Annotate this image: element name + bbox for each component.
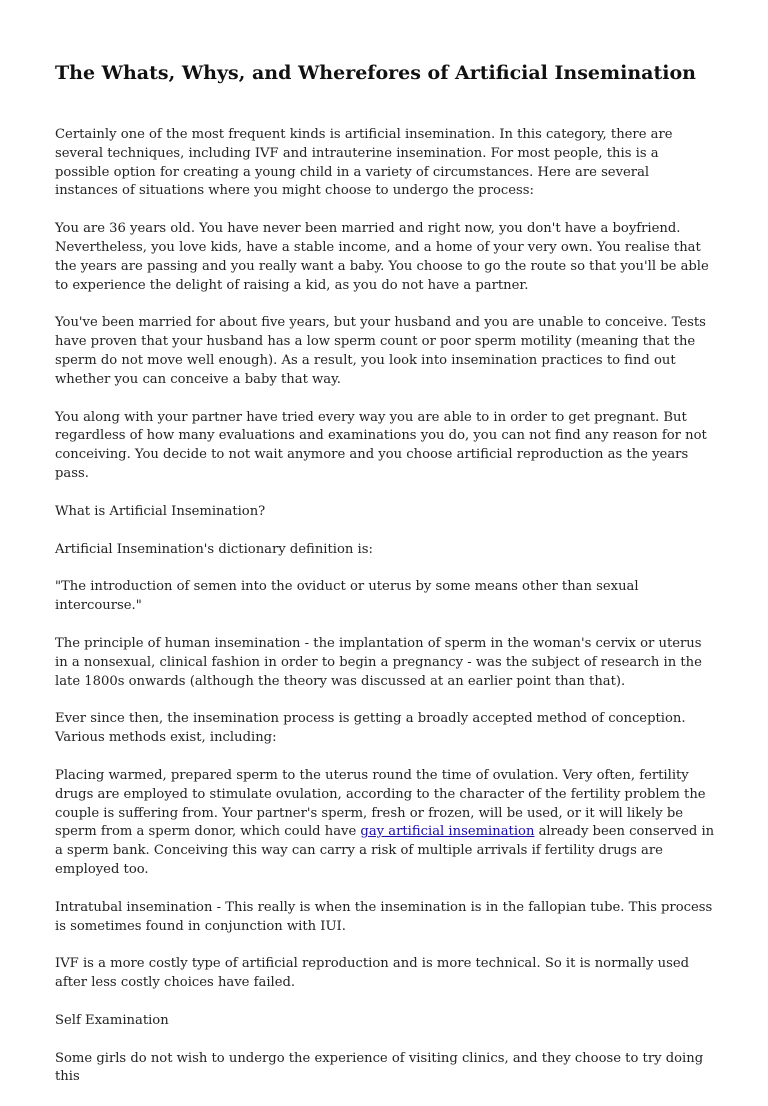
paragraph-iui-after: already been conserved in a sperm bank. Conceiving this way can carry a risk of multiple arrivals if fertility drugs are employed too.	[55, 824, 715, 877]
document-page	[55, 58, 715, 1106]
paragraph-self-examination: Some girls do not wish to undergo the experience of visiting clinics, and they choose to try doing this	[55, 1050, 704, 1085]
paragraph-scenario-unexplained: You along with your partner have tried every way you are able to in order to get pregnant. But regardless of how many evaluations and examinations you do, you can not find any reason for not conceiving. You decide to not wait anymore and you choose artificial reproduction as the years pass.	[55, 409, 707, 481]
paragraph-scenario-married: You've been married for about five years, but your husband and you are unable to conceive. Tests have proven that your husband has a low sperm count or poor sperm motility (meaning that the sperm do not move well enough). As a result, you look into insemination practices to find out whether you can conceive a baby that way.	[55, 315, 706, 387]
paragraph-definition-intro: Artificial Insemination's dictionary definition is:	[55, 541, 373, 557]
document-title: The Whats, Whys, and Wherefores of Artificial Insemination	[55, 62, 696, 84]
paragraph-principle: The principle of human insemination - the implantation of sperm in the woman's cervix or uterus in a nonsexual, clinical fashion in order to begin a pregnancy - was the subject of research in the late 1800s onwards (although the theory was discussed at an earlier point than that).	[55, 635, 702, 689]
paragraph-intratubal: Intratubal insemination - This really is when the insemination is in the fallopian tube. This process is sometimes found in conjunction with IUI.	[55, 899, 713, 934]
paragraph-iui	[55, 767, 715, 880]
paragraph-iui-before: Placing warmed, prepared sperm to the uterus round the time of ovulation. Very often, fertility drugs are employed to stimulate ovulation, according to the character of the fertility problem the couple is suffering from. Your partner's sperm, fresh or frozen, will be used, or it will likely be sperm from a sperm donor, which could have	[55, 767, 706, 840]
subheading-what-is: What is Artificial Insemination?	[55, 503, 266, 519]
gay-artificial-insemination-link[interactable]: gay artificial insemination	[360, 824, 535, 840]
paragraph-methods-intro: Ever since then, the insemination process is getting a broadly accepted method of conception. Various methods exist, including:	[55, 711, 686, 746]
subheading-self-examination: Self Examination	[55, 1012, 169, 1028]
paragraph-intro: Certainly one of the most frequent kinds is artificial insemination. In this category, there are several techniques, including IVF and intrauterine insemination. For most people, this is a possible option for creating a young child in a variety of circumstances. Here are several instances of situations where you might choose to undergo the process:	[55, 127, 673, 199]
paragraph-definition-quote: "The introduction of semen into the oviduct or uterus by some means other than sexual intercourse."	[55, 579, 639, 614]
paragraph-scenario-single: You are 36 years old. You have never been married and right now, you don't have a boyfriend. Nevertheless, you love kids, have a stable income, and a home of your very own. You realise that the years are passing and you really want a baby. You choose to go the route so that you'll be able to experience the delight of raising a kid, as you do not have a partner.	[55, 221, 709, 293]
paragraph-ivf: IVF is a more costly type of artificial reproduction and is more technical. So it is normally used after less costly choices have failed.	[55, 956, 690, 991]
